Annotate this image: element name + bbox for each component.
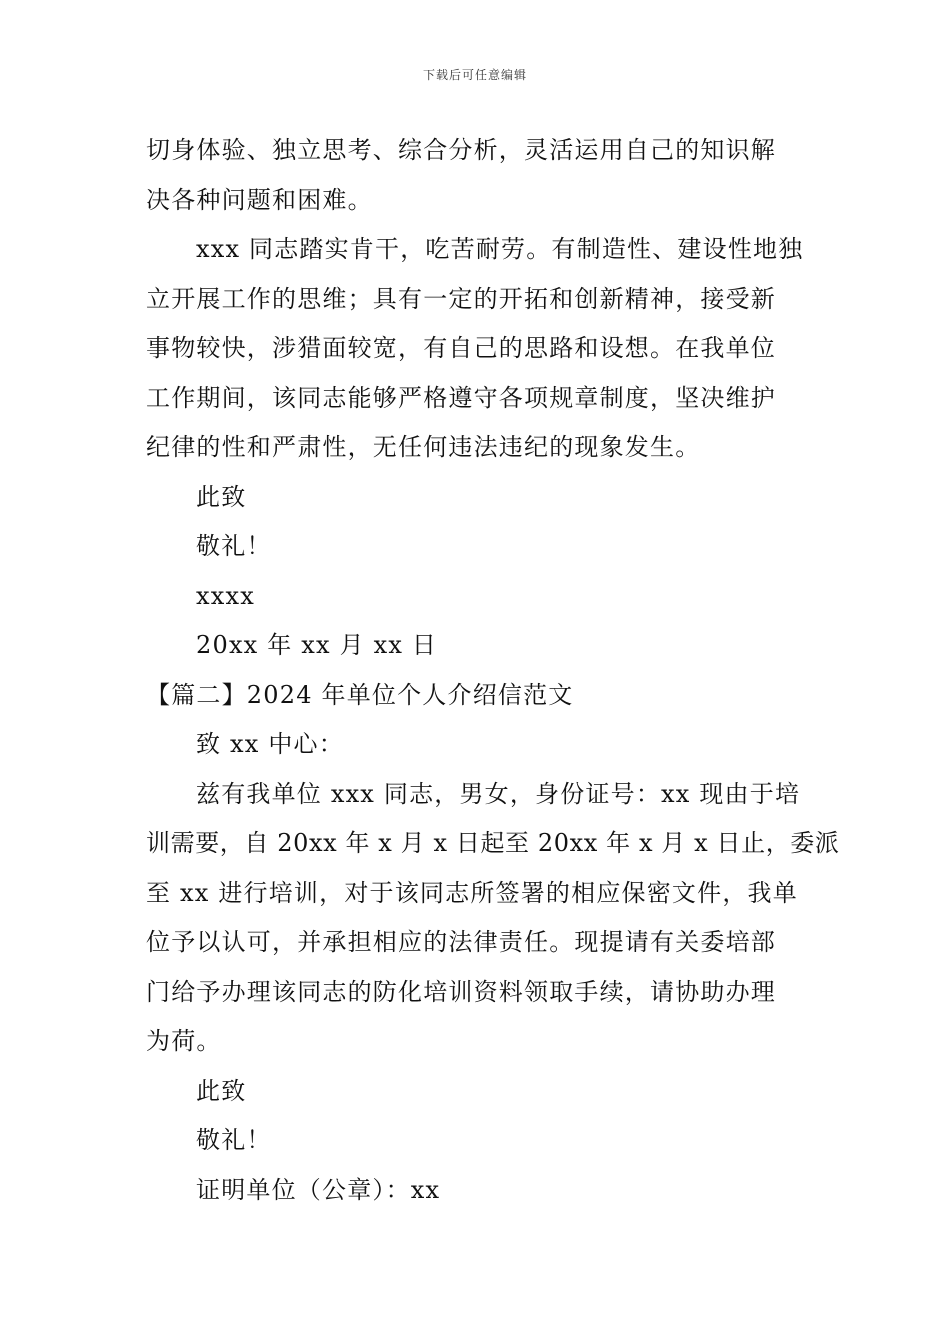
closing-salutation: 此致 xyxy=(196,482,247,511)
document-body xyxy=(146,126,840,1215)
paragraph-start: xxx 同志踏实肯干，吃苦耐劳。有制造性、建设性地独 xyxy=(196,235,804,263)
addressee: 致 xx 中心： xyxy=(196,730,344,758)
text-line: 立开展工作的思维；具有一定的开拓和创新精神，接受新 xyxy=(146,284,776,313)
section-heading: 【篇二】2024 年单位个人介绍信范文 xyxy=(146,680,574,709)
text-line: 事物较快，涉猎面较宽，有自己的思路和设想。在我单位 xyxy=(146,334,776,362)
text-line: 纪律的性和严肃性，无任何违法违纪的现象发生。 xyxy=(146,433,701,461)
text-line: 工作期间，该同志能够严格遵守各项规章制度，坚决维护 xyxy=(146,383,776,412)
certifying-unit: 证明单位（公章）：xx xyxy=(196,1175,441,1204)
text-line: 训需要，自 20xx 年 x 月 x 日起至 20xx 年 x 月 x 日止，委派 xyxy=(146,829,840,857)
closing-regards: 敬礼！ xyxy=(196,1126,272,1154)
page-header-note: 下载后可任意编辑 xyxy=(422,68,527,82)
text-line: 切身体验、独立思考、综合分析，灵活运用自己的知识解 xyxy=(146,136,776,164)
date-line: 20xx 年 xx 月 xx 日 xyxy=(196,631,438,659)
closing-salutation: 此致 xyxy=(196,1076,247,1105)
text-line: 门给予办理该同志的防化培训资料领取手续，请协助办理 xyxy=(146,977,776,1006)
paragraph-start: 兹有我单位 xxx 同志，男女，身份证号：xx 现由于培 xyxy=(196,779,801,808)
closing-regards: 敬礼！ xyxy=(196,532,272,560)
signature: xxxx xyxy=(196,581,255,610)
text-line: 至 xx 进行培训，对于该同志所签署的相应保密文件，我单 xyxy=(146,878,798,907)
text-line: 决各种问题和困难。 xyxy=(146,185,373,214)
text-line: 为荷。 xyxy=(146,1027,222,1055)
text-line: 位予以认可，并承担相应的法律责任。现提请有关委培部 xyxy=(146,928,776,956)
